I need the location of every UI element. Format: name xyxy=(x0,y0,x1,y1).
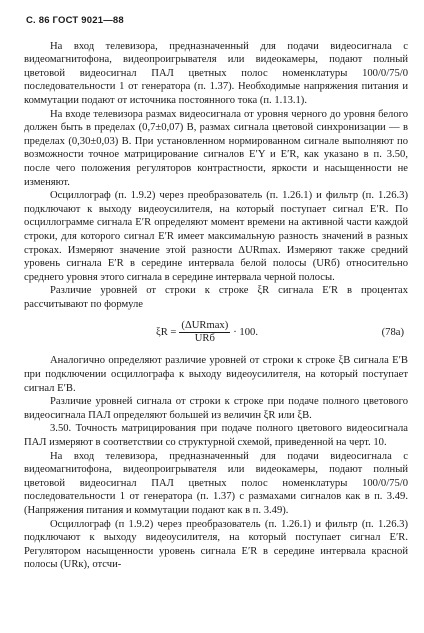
formula-number: (78а) xyxy=(381,326,404,338)
paragraph-5: Аналогично определяют различие уровней от строки к строке ξB сигнала E′B при подключении осциллографа к выходу видеоусилителя, на который поступает сигнал E′B. xyxy=(24,355,408,394)
formula-denominator: URб xyxy=(194,332,215,344)
paragraph-7: 3.50. Точность матрицирования при подаче полного цветового видеосигнала ПАЛ измеряют в соответствии со структурной схемой, приведенной на черт. 10. xyxy=(24,423,408,449)
paragraph-1: На вход телевизора, предназначенный для подачи видеосигнала с видеомагнитофона, видеопроигрывателя или видеокамеры, подают полный цветовой видеосигнал ПАЛ цветных полос номенклатуры 100/0/75/0 последовательности 1 от генератора (п. 1.37). Необходимые напряжения питания и коммутации подают от источника постоянного тока (п. 1.13.1). xyxy=(24,40,408,106)
paragraph-3: Осциллограф (п. 1.9.2) через преобразователь (п. 1.26.1) и фильтр (п. 1.26.3) подключают к выходу видеоусилителя, на который поступает сигнал E′R. По осциллограмме сигнала E′R определяют момент времени на активной части каждой строки, для которого сигнал E′R имеет максимальную разность значений в разных строках. Измеряют значение этой разности ΔURmax. Измеряют также средний уровень сигнала E′R в середине интервала белой полосы (URб) относительно среднего уровня этого сигнала в середине интервала черной полосы. xyxy=(24,190,408,283)
formula-lhs: ξR = xyxy=(156,326,177,338)
formula xyxy=(156,320,258,345)
paragraph-4: Различие уровней от строки к строке ξR сигнала E′R в процентах рассчитывают по формуле xyxy=(24,285,408,310)
page-header: С. 86 ГОСТ 9021—88 xyxy=(26,15,124,26)
paragraph-6: Различие уровней сигнала от строки к строке при подаче полного цветового видеосигнала ПАЛ определяют большей из величин ξR или ξB. xyxy=(24,396,408,421)
formula-numerator: (ΔURmax) xyxy=(181,319,229,331)
paragraph-9: Осциллограф (п 1.9.2) через преобразователь (п. 1.26.1) и фильтр (п. 1.26.3) подключают к выходу видеоусилителя, на который поступает сигнал E′R. Регулятором насыщенности уровень сигнала E′R в середине интервала красной полосы (URк), отсчи- xyxy=(24,518,408,571)
formula-block xyxy=(24,318,408,346)
paragraph-2: На входе телевизора размах видеосигнала от уровня черного до уровня белого должен быть в пределах (0,7±0,07) В, размах сигнала цветовой синхронизации — в пределах (0,30±0,03) В. При установленном нормированном сигнале выполняют по возможности точное матрицирование сигналов E′Y и E′R, как указано в п. 3.50, после чего положения регуляторов контрастности, яркости и насыщенности не изменяют. xyxy=(24,108,408,188)
formula-rhs: · 100. xyxy=(233,326,258,338)
paragraph-8: На вход телевизора, предназначенный для подачи видеосигнала с видеомагнитофона, видеопроигрывателя или видеокамеры, подают полный цветовой видеосигнал ПАЛ цветных полос номенклатуры 100/0/75/0 последовательности 1 от генератора (п. 1.37) с размахами сигналов как в п. 3.49. (Напряжения питания и коммутации подают как в п. 3.49). xyxy=(24,450,408,516)
formula-fraction xyxy=(179,320,230,345)
